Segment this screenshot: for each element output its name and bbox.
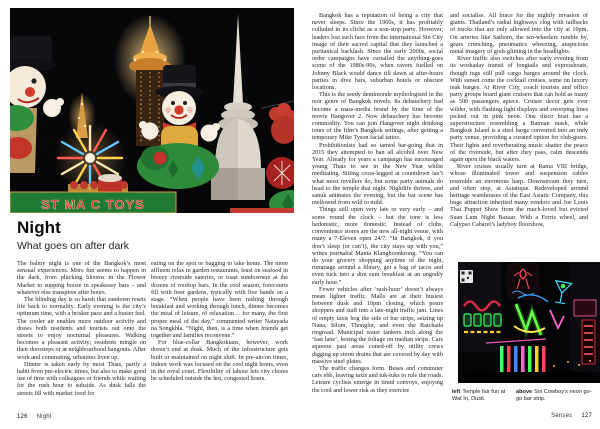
gogo-signboard xyxy=(508,264,538,299)
left-page-folio xyxy=(17,414,52,421)
right-section-name: Senses xyxy=(551,413,573,419)
body-paragraph: Prohibitionists had so tamed bar-going that in 2015 they attempted to ban all alcohol over New Year. Already for years a campaign has encouraged young Thais to see in the New Year whilst meditating. Sitting cross-legged at countdown isn’t what most revellers do, but some party animals do head to the temple that night. Nightlife thrives, and sanuk animates the evening, but the bar scene has mellowed from wild to mild. xyxy=(312,141,443,207)
right-page-column-1 xyxy=(312,12,443,394)
body-paragraph: The balmy night is one of the Bangkok’s most sensual experiences. More fun seems to happen in the dark, from plucking blooms in the Flower Market to supping booze in speakeasy bars – and whatever else transpires after hours. xyxy=(17,260,146,296)
body-paragraph: Bangkok has a reputation of being a city that never sleeps. Since the 1960s, it has profitably colluded in its cliché as a non-stop party. However, leaders lost such face from the international Sin City image of their sacred capital that they launched a puritanical backlash. Since the early 2000s, social order campaigns have curtailed the anything-goes scene of the 1980s-90s, when ravers fuelled on Johnny Black would dance till dawn at after-hours parties in dive bars, suburban hotels or obscure locations. xyxy=(312,12,443,92)
caption-left-photo xyxy=(452,389,512,403)
body-paragraph: and socialise. All brace for the nightly invasion of giants. Thailand’s radial highways clog with tailbacks of trucks that are only allowed into the city at 10pm. On arteries like Sathorn, the ten-wheelers rumble by, gears crunching, pneumatics wheezing, auspicious metal imagery of gods glinting in the headlights. xyxy=(450,12,588,56)
body-paragraph: This is the seedy demimonde mythologised in the noir genre of Bangkok novels. Its debauchery had become a mass-media brand by the time of the movie Hangover 2. Now debauchery has become commodity. You can join Hangover night drinking tours of the film’s Bangkok settings, after getting a temporary Mike Tyson facial tattoo. xyxy=(312,91,443,142)
right-page-number: 127 xyxy=(581,413,592,419)
right-page-column-2 xyxy=(450,12,588,228)
body-paragraph: The traffic changes form. Buses and commuter cars ebb, leaving taxis and tuk-tuks to rule the roads. Leisure cyclists emerge in timid convoys, enjoying the cool and lower risk as they exercise xyxy=(312,364,443,394)
temple-fair-photo xyxy=(10,8,294,213)
toy-shop-sign-text: ST MA C TOYS xyxy=(41,197,145,212)
caption-label: above xyxy=(516,389,533,395)
left-section-name: Night xyxy=(36,414,52,420)
left-page-column-1 xyxy=(17,260,146,397)
left-page-number: 126 xyxy=(17,414,28,420)
qr-code-placard xyxy=(460,270,473,283)
body-paragraph: River traffic also switches after early evening from its workaday transit of longtails and expressboats, though tugs still pull cargo barges around the clock. With sunset come the cocktail cruises, some on luxury teak barges. At River City, coach tourists and office party groups board giant cruisers that can hold as many as 500 passengers apiece. Cruiser decor gets ever wilder, with flashing light displays and swooping lines picked out in pink neon. One disco boat has a superstructure resembling a Batman mask, while Bangkok Island is a steel barge converted into an indy party venue, providing a curated option for club-goers. Their lights and reverberating music shatter the peace of the riverside, but after they pass, calm descends again upon the black waters. xyxy=(450,55,588,164)
temple-fair-illustration xyxy=(10,8,294,213)
page-title: Night xyxy=(17,218,61,237)
right-page-folio xyxy=(470,413,592,420)
body-paragraph: Fewer vehicles after ‘rush-hour’ doesn’t always mean lighter traffic. Malls are at their busiest between dusk and 10pm closing, which pours shoppers and staff into a late-night traffic jam. Lines of empty taxis hog the side of bar strips, seizing up Nana, Silom, Thonglor, and even the Ratchada ringroad. Municipal water tankers inch along the ‘fast lane’, hosing the foliage on median strips. Cars squeeze past areas coned-off by utility crews digging up storm drains that are covered by day with massive steel plates. xyxy=(312,285,443,365)
caption-text: Soi Cowboy’s neon go-go bar strip. xyxy=(516,389,592,402)
soi-cowboy-photo xyxy=(458,262,600,383)
left-page-column-2 xyxy=(151,260,288,382)
body-paragraph: River cruises usually turn at Rama VIII bridge, whose illuminated tower and suspension cables resemble an enormous harp. Downstream they turn, and often stop, at Asiatique. Redeveloped around heritage warehouses of the East Asiatic Company, this huge attraction inherited many vendors and Joe Louis Thai Puppet Show from the much-loved but evicted Suan Lum Night Bazaar. With a Ferris wheel, and Calypso Cabaret’s ladyboy floorshow, xyxy=(450,163,588,228)
body-paragraph: Dinner is taken early by most Thais, partly a habit from pre-electric times, but also to make good use of time with colleagues or friends while waiting for the rush hour to subside. As dusk falls the streets fill with market food for xyxy=(17,360,146,397)
body-paragraph: For blue-collar Bangkokians, however, work doesn’t end at dusk. Much of the infrastructure gets built or maintained on night shift. In pre-aircon times, indoor work was focused on the cool night hours, even in the royal court. Flexibility of labour lets city chores be scheduled outside the hot, congested hours. xyxy=(151,339,288,383)
caption-above-photo xyxy=(516,389,596,403)
neon-strip-illustration xyxy=(458,262,600,383)
caption-text: Temple fair fun at Wat In, Dusit. xyxy=(452,389,506,402)
body-paragraph: The blinding day is so harsh that sundown resets life back to normality. Early evening is the city’s optimum time, with a brisker pace and a busier feel. The cooler air enables more outdoor activity and draws both residents and tourists out onto the streets to enjoy nocturnal pleasures. Walking becomes a pleasant activity; residents mingle on their doorsteps or at neighbourhood hangouts. After work and commuting, urbanites liven up. xyxy=(17,296,146,361)
page-subtitle: What goes on after dark xyxy=(17,240,130,252)
caption-label: left xyxy=(452,389,461,395)
body-paragraph: Things still open very late or very early – and some round the clock – but the tone is less hedonistic, more domestic. Instead of clubs, convenience stores are the new all-night venue, with many a 7-Eleven open 24/7. “In Bangkok, if you don’t sleep (or can’t), the city stays up with you,” writes journalist Manta Klangboonkrong. “You can do your grocery shopping anytime of the night, rummage around a library, get a bag of tacos and even tuck into a dim sum breakfast at an ungodly early hour.” xyxy=(312,206,443,286)
body-paragraph: eating on the spot or bagging to take home. The more affluent relax in garden restaurants, feast on seafood in breezy riverside eateries, or toast sundowners at the dozens of rooftop bars. In the cool season, forecourts fill with beer gardens, typically with live bands on a stage. “When people have been rushing through breakfast and working through lunch, dinner becomes the meal of leisure, of relaxation… for many, the first proper meal of the day,” commented writer Natayada na Songkhla. “Night, then, is a time when friends get together and families reconvene.” xyxy=(151,260,288,340)
